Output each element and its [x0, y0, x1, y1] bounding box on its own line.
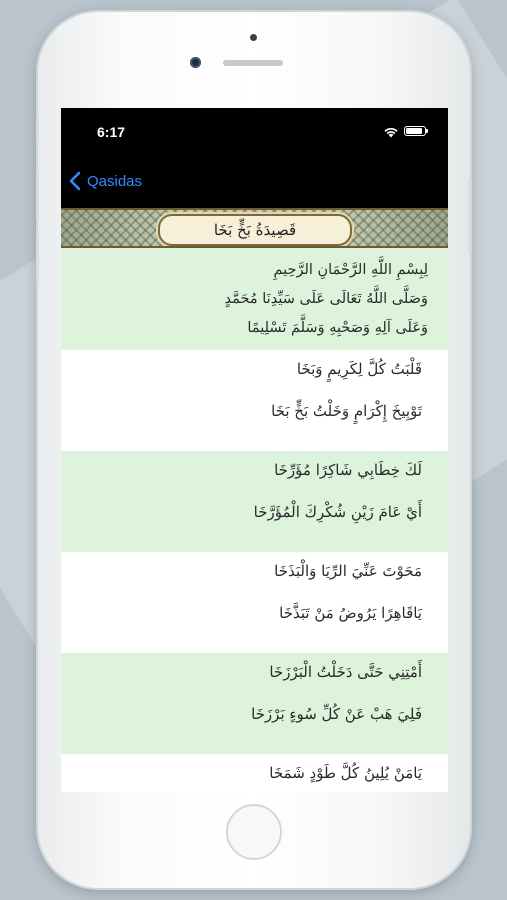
verse-row[interactable] — [61, 552, 448, 653]
verse-first-hemistich: مَحَوْتَ عَنِّيَ الرِّيَا وَالْبَذَخَا — [274, 562, 422, 580]
earpiece-speaker — [223, 60, 283, 66]
home-button[interactable] — [226, 804, 282, 860]
verse-second-hemistich: أَيْ عَامَ زَيْنِ شُكْرِكَ الْمُؤَرَّخَا — [253, 503, 422, 521]
qasida-header-banner — [61, 208, 448, 248]
verse-first-hemistich: لَكَ خِطَابِي شَاكِرًا مُؤَرِّخَا — [274, 461, 422, 479]
volume-down-button — [36, 232, 39, 282]
title-cartouche — [158, 214, 352, 246]
verse-row[interactable] — [61, 653, 448, 754]
power-button — [468, 180, 471, 252]
battery-icon — [404, 126, 426, 136]
verse-second-hemistich: تَوْبِيخَ إِكْرَامٍ وَخَلْتُ بَخٍّ بَخَا — [271, 402, 422, 420]
salawat-line: وَصَلَّى اللَّهُ تَعَالَى عَلَى سَيِّدِنَا مُحَمَّدٍ — [224, 291, 428, 307]
verse-second-hemistich: يَاقَاهِرًا يَرُوضُ مَنْ تَبَذَّخَا — [279, 604, 422, 622]
verse-first-hemistich: يَامَنْ يُلِينُ كُلَّ طَوْدٍ شَمَخَا — [269, 764, 422, 782]
front-camera — [190, 57, 201, 68]
verse-first-hemistich: قَلْبَتُ كُلَّ لِكَرِيمٍ وَبَخَا — [296, 360, 422, 378]
app-screen — [61, 108, 448, 792]
sensor-dot — [250, 34, 257, 41]
verse-second-hemistich: فَلِيَ هَبْ عَنْ كُلِّ سُوءٍ بَرْزَخَا — [251, 705, 422, 723]
navigation-bar — [61, 156, 448, 208]
status-time: 6:17 — [97, 124, 126, 140]
verse-row[interactable] — [61, 350, 448, 451]
chevron-left-icon — [69, 171, 81, 191]
verse-row[interactable] — [61, 754, 448, 792]
intro-block — [61, 248, 448, 350]
verse-list[interactable] — [61, 248, 448, 792]
verse-row[interactable] — [61, 451, 448, 552]
mute-switch — [36, 118, 39, 144]
basmala-line: لِبِسْمِ اللَّهِ الرَّحْمَانِ الرَّحِيمِ — [273, 262, 428, 278]
volume-up-button — [36, 170, 39, 220]
back-button[interactable] — [69, 168, 142, 194]
back-button-label: Qasidas — [87, 172, 143, 190]
status-bar — [61, 108, 448, 156]
verse-first-hemistich: أَمْتِنِي حَتَّى دَخَلْتُ الْبَرْزَخَا — [269, 663, 422, 681]
salawat-line-2: وَعَلَى آلِهِ وَصَحْبِهِ وَسَلَّمَ تَسْلِيمًا — [247, 320, 428, 336]
wifi-icon — [383, 126, 399, 138]
qasida-title: قَصِيدَةُ بَخٍّ بَخَا — [213, 221, 297, 239]
